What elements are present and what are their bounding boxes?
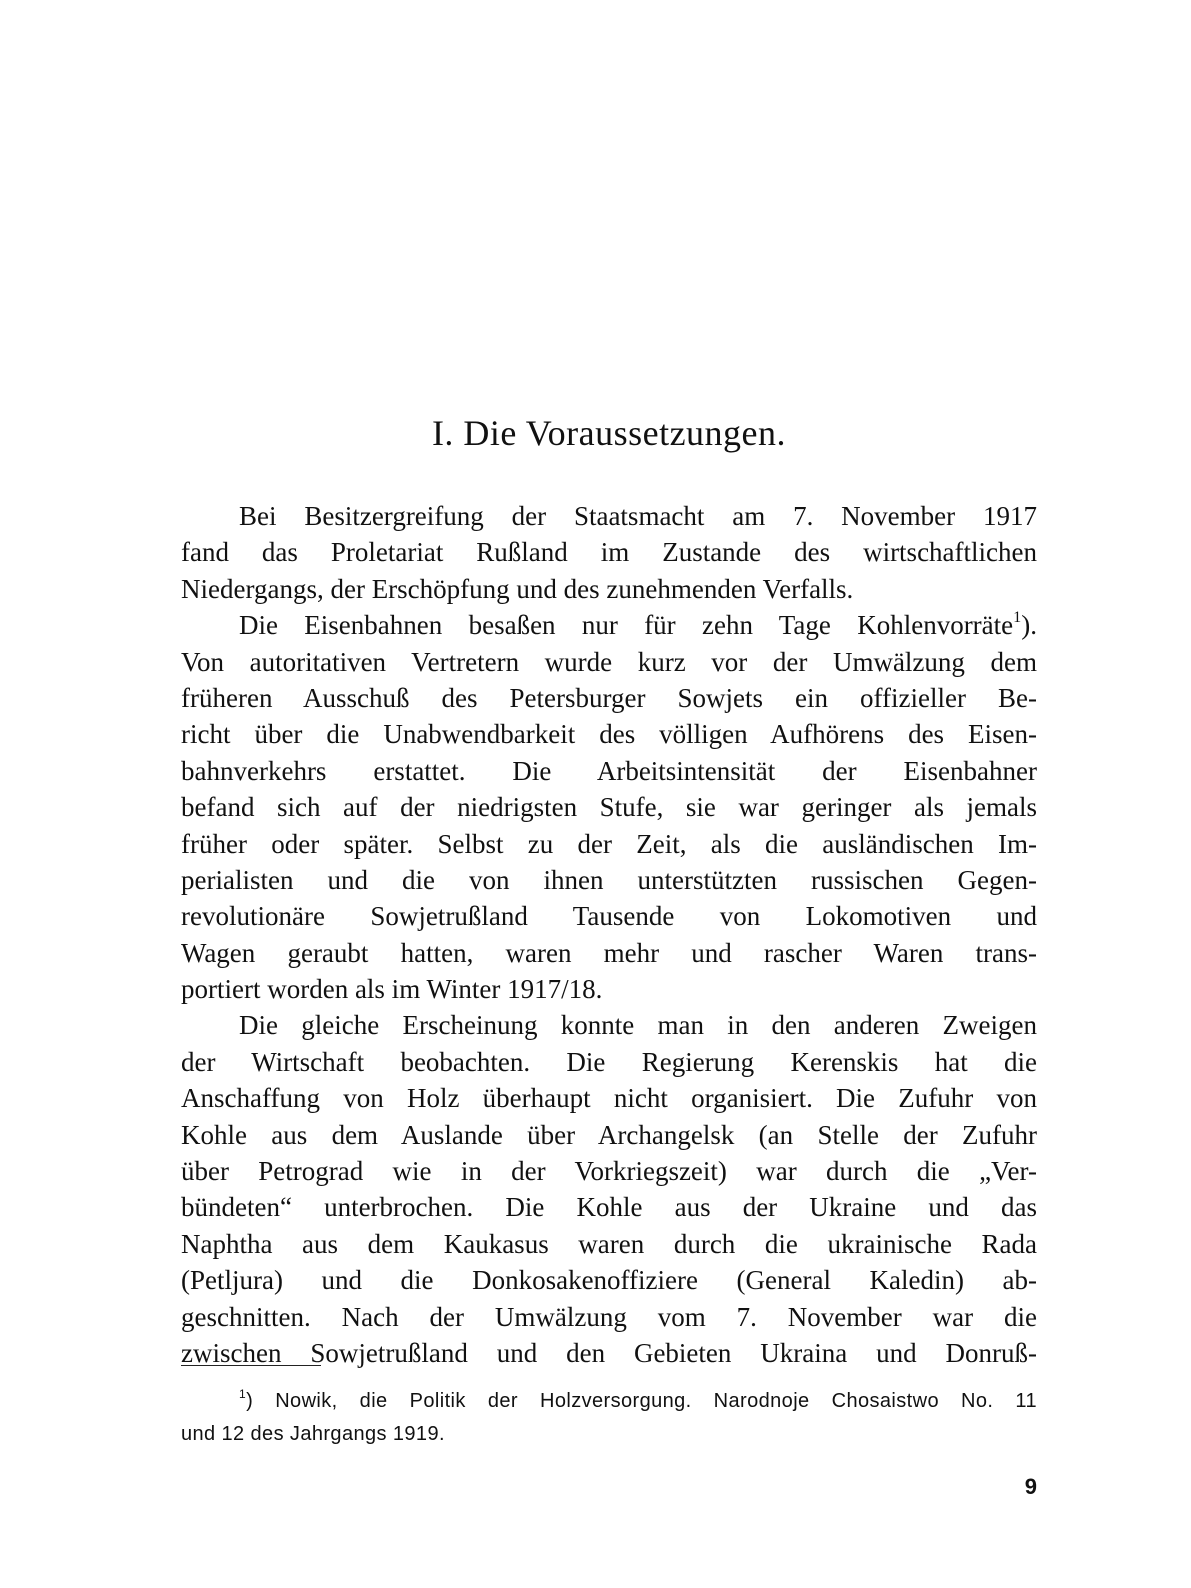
- chapter-title: I. Die Voraussetzungen.: [431, 413, 787, 453]
- text-line: bahnverkehrs erstattet. Die Arbeitsintensität der Eisenbahner: [181, 755, 1037, 786]
- text-line: fand das Proletariat Rußland im Zustande des wirtschaftlichen: [181, 537, 1037, 568]
- text-line: Die gleiche Erscheinung konnte man in den anderen Zweigen: [239, 1010, 1037, 1041]
- text-line: perialisten und die von ihnen unterstützten russischen Gegen-: [181, 864, 1037, 895]
- text-line: bündeten“ unterbrochen. Die Kohle aus der Ukraine und das: [181, 1192, 1037, 1223]
- text-line: Niedergangs, der Erschöpfung und des zunehmenden Verfalls.: [181, 573, 854, 604]
- footnote-marker-close: ): [246, 1390, 254, 1412]
- text-line: Naphtha aus dem Kaukasus waren durch die ukrainische Rada: [181, 1228, 1037, 1259]
- text-line: zwischen Sowjetrußland und den Gebieten Ukraina und Donruß-: [181, 1337, 1037, 1368]
- text-line: früheren Ausschuß des Petersburger Sowjets ein offizieller Be-: [181, 682, 1037, 713]
- body-text: [181, 498, 1037, 1371]
- footnote: [181, 1385, 1037, 1451]
- text-line: der Wirtschaft beobachten. Die Regierung Kerenskis hat die: [181, 1046, 1037, 1077]
- text-line: befand sich auf der niedrigsten Stufe, sie war geringer als jemals: [181, 792, 1037, 823]
- text-segment: ).: [1021, 610, 1037, 641]
- text-line: revolutionäre Sowjetrußland Tausende von Lokomotiven und: [181, 901, 1037, 932]
- footnote-line: [181, 1385, 1037, 1418]
- footnote-marker: 1: [239, 1387, 247, 1401]
- text-line: richt über die Unabwendbarkeit des völligen Aufhörens des Eisen-: [181, 719, 1037, 750]
- text-line-with-footnote-ref: [181, 607, 1037, 643]
- text-line: Wagen geraubt hatten, waren mehr und rascher Waren trans-: [181, 937, 1037, 968]
- text-line: Kohle aus dem Auslande über Archangelsk (an Stelle der Zufuhr: [181, 1119, 1037, 1150]
- footnote-divider: [181, 1365, 321, 1366]
- text-line: Von autoritativen Vertretern wurde kurz vor der Umwälzung dem: [181, 646, 1037, 677]
- footnote-text: Nowik, die Politik der Holzversorgung. Narodnoje Chosaistwo No. 11: [275, 1390, 1037, 1412]
- text-line: geschnitten. Nach der Umwälzung vom 7. November war die: [181, 1301, 1037, 1332]
- footnote-ref[interactable]: 1: [1013, 608, 1022, 627]
- page-number: 9: [1024, 1474, 1037, 1499]
- text-line: früher oder später. Selbst zu der Zeit, als die ausländischen Im-: [181, 828, 1037, 859]
- text-line: (Petljura) und die Donkosakenoffiziere (General Kaledin) ab-: [181, 1265, 1037, 1296]
- text-line: über Petrograd wie in der Vorkriegszeit) war durch die „Ver-: [181, 1156, 1037, 1187]
- footnote-line: und 12 des Jahrgangs 1919.: [181, 1423, 445, 1445]
- text-segment: Die Eisenbahnen besaßen nur für zehn Tage Kohlenvorräte: [239, 610, 1014, 641]
- text-line: portiert worden als im Winter 1917/18.: [181, 974, 603, 1005]
- text-line: Anschaffung von Holz überhaupt nicht organisiert. Die Zufuhr von: [181, 1083, 1037, 1114]
- text-line: Bei Besitzergreifung der Staatsmacht am 7. November 1917: [239, 501, 1037, 531]
